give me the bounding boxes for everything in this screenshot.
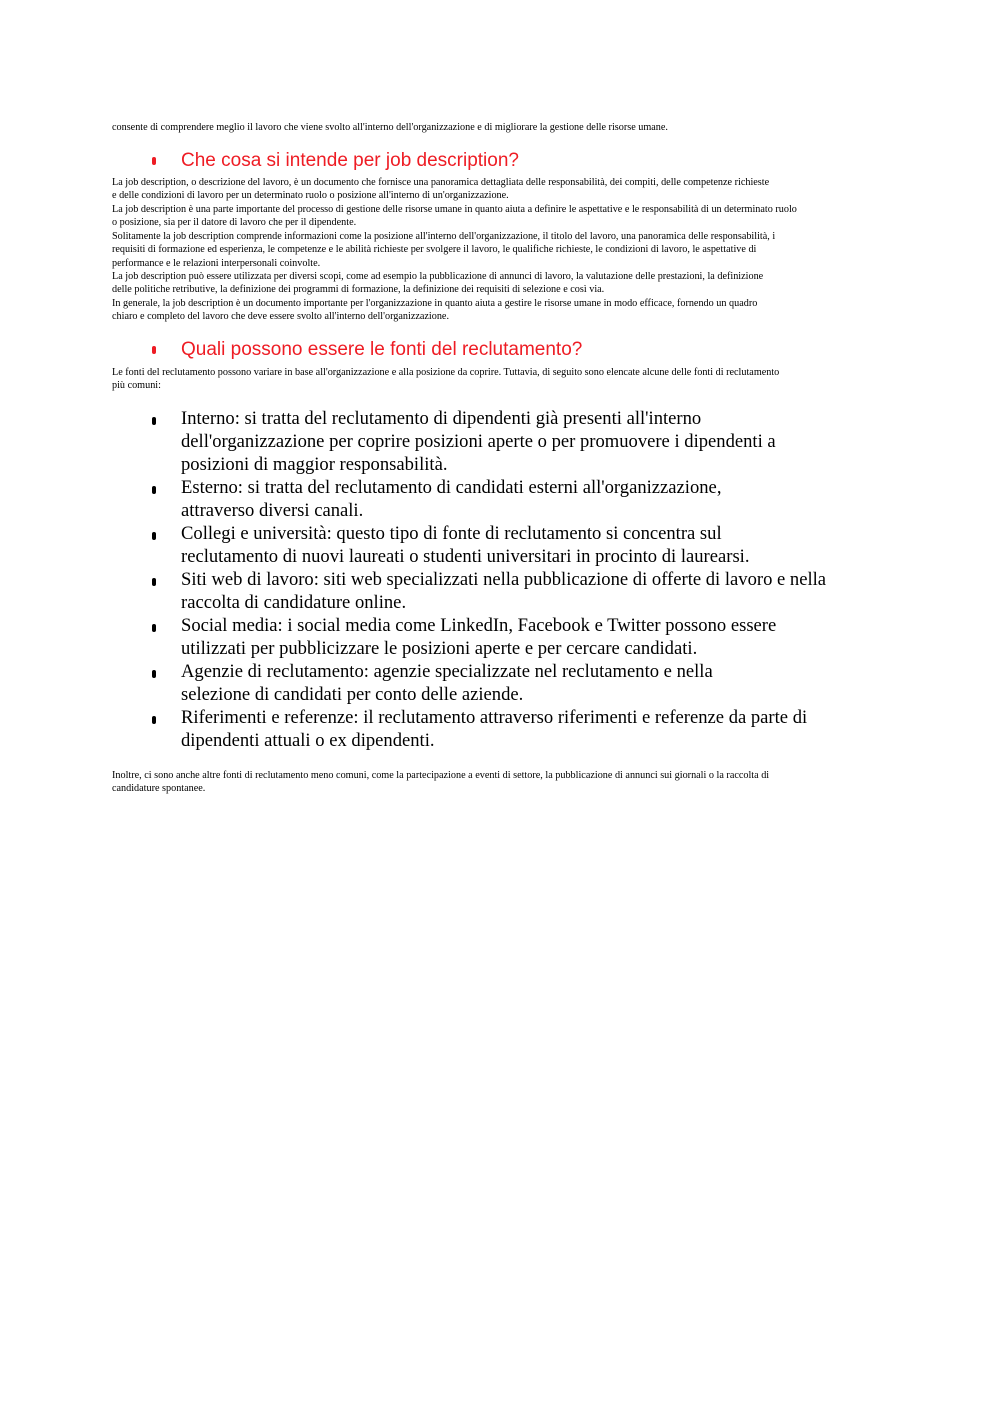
bullet-icon bbox=[152, 417, 156, 425]
job-description-paragraph-5: In generale, la job description è un documento importante per l'organizzazione in quanto aiuta a gestire le risorse umane in modo efficace, fornendo un quadro chiaro e completo del lavoro che deve essere svolto all'interno dell'organizzazione. bbox=[112, 298, 758, 323]
list-item: Riferimenti e referenze: il reclutamento attraverso riferimenti e referenze da parte di dipendenti attuali o ex dipendenti. bbox=[150, 706, 900, 752]
bullet-icon bbox=[152, 670, 156, 678]
heading-text: Che cosa si intende per job description? bbox=[181, 150, 519, 171]
job-description-paragraph-3: Solitamente la job description comprende informazioni come la posizione all'interno dell'organizzazione, il titolo del lavoro, una panoramica delle responsabilità, i requisiti di formazione ed esperienza, le competenze e le abilità richieste per svolgere il lavoro, le qualifiche richieste, le condizioni di lavoro, le aspettative di performance e le relazioni interpersonali coinvolte. bbox=[112, 231, 776, 269]
job-description-paragraph-1: La job description, o descrizione del lavoro, è un documento che fornisce una panoramica dettagliata delle responsabilità, dei compiti, delle competenze richieste e delle condizioni di lavoro per un determinato ruolo o posizione all'interno di un'organizzazione. bbox=[112, 177, 770, 202]
bullet-icon bbox=[152, 716, 156, 724]
job-description-paragraph-4: La job description può essere utilizzata per diversi scopi, come ad esempio la pubblicazione di annunci di lavoro, la valutazione delle prestazioni, la definizione delle politiche retributive, la definizione dei programmi di formazione, la definizione dei requisiti di selezione e così via. bbox=[112, 271, 764, 296]
list-item: Collegi e università: questo tipo di fonte di reclutamento si concentra sul reclutamento di nuovi laureati o studenti universitari in procinto di laurearsi. bbox=[150, 522, 900, 568]
recruitment-sources-list bbox=[150, 407, 900, 752]
heading-text: Quali possono essere le fonti del reclutamento? bbox=[181, 339, 583, 360]
bullet-icon bbox=[152, 486, 156, 494]
job-description-paragraph-2: La job description è una parte importante del processo di gestione delle risorse umane in quanto aiuta a definire le aspettative e le responsabilità di un determinato ruolo o posizione, sia per il datore di lavoro che per il dipendente. bbox=[112, 204, 797, 229]
list-item: Agenzie di reclutamento: agenzie specializzate nel reclutamento e nella selezione di candidati per conto delle aziende. bbox=[150, 660, 900, 706]
section-heading-recruitment-sources bbox=[150, 338, 582, 362]
heading-bullet-icon bbox=[150, 149, 181, 173]
list-item: Esterno: si tratta del reclutamento di candidati esterni all'organizzazione, attraverso diversi canali. bbox=[150, 476, 900, 522]
section-heading-job-description bbox=[150, 149, 519, 173]
intro-paragraph: consente di comprendere meglio il lavoro che viene svolto all'interno dell'organizzazione e di migliorare la gestione delle risorse umane. bbox=[112, 122, 668, 133]
closing-paragraph: Inoltre, ci sono anche altre fonti di reclutamento meno comuni, come la partecipazione a eventi di settore, la pubblicazione di annunci sui giornali o la raccolta di candidature spontanee. bbox=[112, 770, 770, 795]
bullet-icon bbox=[152, 578, 156, 586]
bullet-icon bbox=[152, 532, 156, 540]
list-item: Interno: si tratta del reclutamento di dipendenti già presenti all'interno dell'organizzazione per coprire posizioni aperte o per promuovere i dipendenti a posizioni di maggior responsabilità. bbox=[150, 407, 900, 476]
recruitment-intro-paragraph: Le fonti del reclutamento possono variare in base all'organizzazione e alla posizione da coprire. Tuttavia, di seguito sono elencate alcune delle fonti di reclutamento più comuni: bbox=[112, 367, 780, 392]
heading-bullet-icon bbox=[150, 338, 181, 362]
bullet-icon bbox=[152, 624, 156, 632]
list-item: Social media: i social media come LinkedIn, Facebook e Twitter possono essere utilizzati per pubblicizzare le posizioni aperte e per cercare candidati. bbox=[150, 614, 900, 660]
list-item: Siti web di lavoro: siti web specializzati nella pubblicazione di offerte di lavoro e nella raccolta di candidature online. bbox=[150, 568, 900, 614]
